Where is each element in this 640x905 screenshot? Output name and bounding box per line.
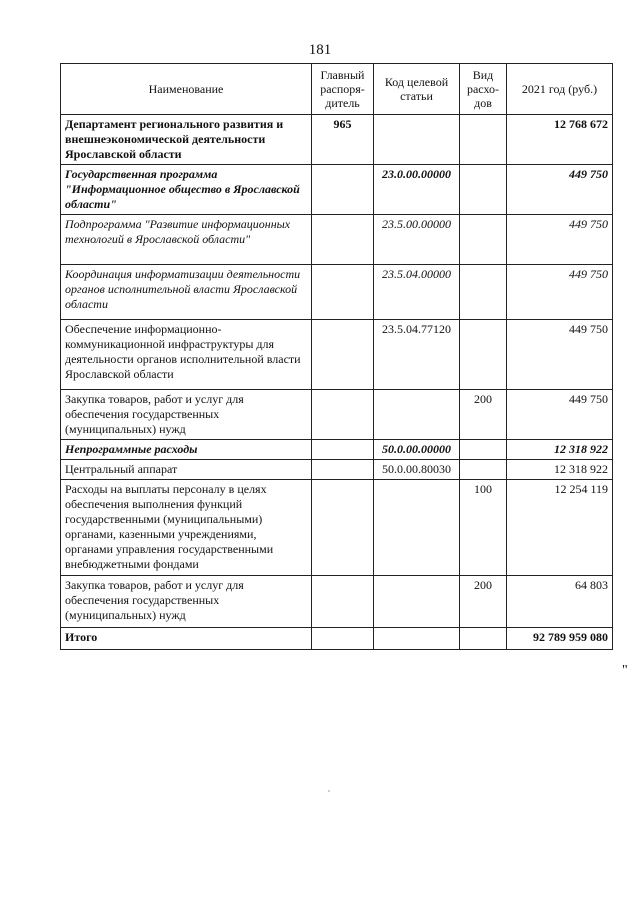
amount-cell: 12 318 922	[507, 460, 613, 480]
table-row	[61, 628, 613, 650]
chief-manager-cell	[312, 480, 374, 576]
amount-cell: 449 750	[507, 265, 613, 320]
chief-manager-cell	[312, 215, 374, 265]
target-code-cell: 50.0.00.00000	[374, 440, 460, 460]
chief-manager-cell	[312, 460, 374, 480]
header-name: Наименование	[61, 64, 312, 115]
table-row	[61, 115, 613, 165]
page-number: 181	[308, 42, 332, 58]
expense-kind-cell	[460, 165, 507, 215]
amount-cell: 92 789 959 080	[507, 628, 613, 650]
target-code-cell: 23.0.00.00000	[374, 165, 460, 215]
amount-cell: 12 768 672	[507, 115, 613, 165]
target-code-cell: 23.5.04.00000	[374, 265, 460, 320]
chief-manager-cell	[312, 265, 374, 320]
amount-cell: 12 254 119	[507, 480, 613, 576]
name-cell: Непрограммные расходы	[61, 440, 312, 460]
expense-kind-cell	[460, 460, 507, 480]
name-cell: Закупка товаров, работ и услуг для обеспечения государственных (муниципальных) нужд	[61, 576, 312, 628]
target-code-cell: 23.5.00.00000	[374, 215, 460, 265]
amount-cell: 449 750	[507, 215, 613, 265]
chief-manager-cell	[312, 628, 374, 650]
target-code-cell	[374, 628, 460, 650]
amount-cell: 12 318 922	[507, 440, 613, 460]
expense-kind-cell	[460, 265, 507, 320]
target-code-cell: 50.0.00.80030	[374, 460, 460, 480]
expense-kind-cell: 200	[460, 390, 507, 440]
amount-cell: 449 750	[507, 320, 613, 390]
table-row	[61, 576, 613, 628]
amount-cell: 449 750	[507, 390, 613, 440]
expense-kind-cell	[460, 215, 507, 265]
table-header-row	[61, 64, 613, 115]
name-cell: Подпрограмма "Развитие информационных технологий в Ярославской области"	[61, 215, 312, 265]
table-row	[61, 440, 613, 460]
header-expense-kind: Вид расхо-дов	[460, 64, 507, 115]
name-cell: Закупка товаров, работ и услуг для обеспечения государственных (муниципальных) нужд	[61, 390, 312, 440]
amount-cell: 64 803	[507, 576, 613, 628]
name-cell: Центральный аппарат	[61, 460, 312, 480]
target-code-cell	[374, 576, 460, 628]
chief-manager-cell	[312, 576, 374, 628]
table-row	[61, 215, 613, 265]
chief-manager-cell: 965	[312, 115, 374, 165]
table-row	[61, 480, 613, 576]
chief-manager-cell	[312, 320, 374, 390]
expense-kind-cell	[460, 320, 507, 390]
header-chief-manager: Главный распоря-дитель	[312, 64, 374, 115]
table-body	[61, 115, 613, 650]
header-amount-2021: 2021 год (руб.)	[507, 64, 613, 115]
expense-kind-cell	[460, 628, 507, 650]
budget-table	[60, 63, 613, 650]
target-code-cell	[374, 115, 460, 165]
name-cell: Координация информатизации деятельности органов исполнительной власти Ярославской области	[61, 265, 312, 320]
name-cell: Итого	[61, 628, 312, 650]
chief-manager-cell	[312, 440, 374, 460]
name-cell: Департамент регионального развития и внешнеэкономической деятельности Ярославской области	[61, 115, 312, 165]
target-code-cell	[374, 390, 460, 440]
table-row	[61, 390, 613, 440]
name-cell: Расходы на выплаты персоналу в целях обеспечения выполнения функций государственными (муниципальными) органами, казенными учреждениями, органами управления государственными внебюджетными фондами	[61, 480, 312, 576]
scan-speck	[328, 790, 330, 792]
table-row	[61, 460, 613, 480]
chief-manager-cell	[312, 165, 374, 215]
expense-kind-cell: 200	[460, 576, 507, 628]
expense-kind-cell	[460, 115, 507, 165]
target-code-cell	[374, 480, 460, 576]
name-cell: Обеспечение информационно-коммуникационной инфраструктуры для деятельности органов исполнительной власти Ярославской области	[61, 320, 312, 390]
target-code-cell: 23.5.04.77120	[374, 320, 460, 390]
table-row	[61, 165, 613, 215]
name-cell: Государственная программа "Информационное общество в Ярославской области"	[61, 165, 312, 215]
table-row	[61, 320, 613, 390]
table-row	[61, 265, 613, 320]
closing-quote: "	[622, 663, 628, 678]
expense-kind-cell: 100	[460, 480, 507, 576]
header-target-code: Код целевой статьи	[374, 64, 460, 115]
chief-manager-cell	[312, 390, 374, 440]
expense-kind-cell	[460, 440, 507, 460]
amount-cell: 449 750	[507, 165, 613, 215]
